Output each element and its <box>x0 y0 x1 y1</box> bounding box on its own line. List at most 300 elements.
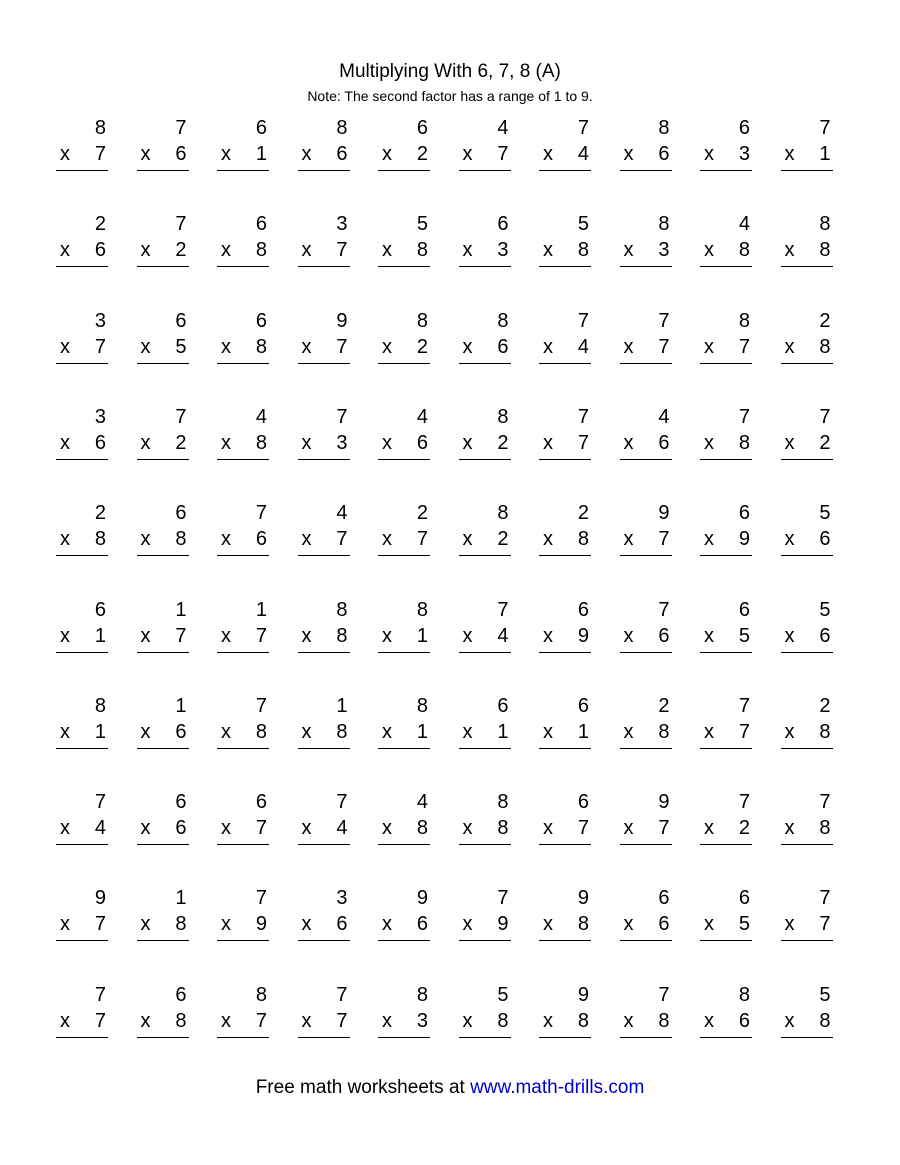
problem-7-7 <box>539 694 591 754</box>
second-factor: 8 <box>94 528 106 551</box>
multiply-sign: x <box>623 239 634 262</box>
first-factor: 7 <box>658 309 670 332</box>
second-factor: 2 <box>497 528 509 551</box>
first-factor: 4 <box>255 405 267 428</box>
answer-line <box>620 363 672 364</box>
first-factor: 1 <box>336 694 348 717</box>
multiply-sign: x <box>623 624 634 647</box>
second-factor: 7 <box>658 528 670 551</box>
problem-5-10 <box>781 501 833 561</box>
multiply-sign: x <box>221 335 231 358</box>
first-factor: 8 <box>336 117 348 139</box>
first-factor: 7 <box>819 117 831 139</box>
answer-line <box>459 555 511 556</box>
problem-6-4 <box>298 598 350 658</box>
second-factor: 6 <box>175 720 187 743</box>
answer-line <box>217 459 269 460</box>
answer-line <box>56 844 108 845</box>
problem-8-10 <box>781 790 833 850</box>
answer-line <box>137 459 189 460</box>
multiply-sign: x <box>382 624 392 647</box>
multiply-sign: x <box>543 431 553 454</box>
first-factor: 8 <box>255 983 267 1006</box>
answer-line <box>298 363 350 364</box>
second-factor: 7 <box>255 817 267 840</box>
first-factor: 7 <box>336 405 348 428</box>
answer-line <box>539 266 591 267</box>
problem-8-9 <box>700 790 752 850</box>
second-factor: 7 <box>255 624 267 647</box>
second-factor: 7 <box>94 913 106 936</box>
multiply-sign: x <box>301 528 312 551</box>
multiply-sign: x <box>704 335 714 358</box>
second-factor: 6 <box>738 1009 750 1032</box>
second-factor: 9 <box>497 913 509 936</box>
first-factor: 6 <box>416 117 428 139</box>
second-factor: 3 <box>336 431 348 454</box>
first-factor: 2 <box>819 694 831 717</box>
answer-line <box>137 940 189 941</box>
problem-8-2 <box>137 790 189 850</box>
multiply-sign: x <box>623 143 634 165</box>
problem-9-10 <box>781 886 833 946</box>
first-factor: 6 <box>255 791 267 814</box>
problem-2-7 <box>539 212 591 272</box>
multiply-sign: x <box>784 720 795 743</box>
answer-line <box>539 748 591 749</box>
answer-line <box>217 555 269 556</box>
first-factor: 4 <box>416 791 428 814</box>
multiply-sign: x <box>140 143 151 165</box>
multiply-sign: x <box>543 528 553 551</box>
second-factor: 6 <box>658 913 670 936</box>
first-factor: 7 <box>658 983 670 1006</box>
multiply-sign: x <box>382 913 392 936</box>
multiply-sign: x <box>60 239 70 262</box>
multiply-sign: x <box>140 239 151 262</box>
answer-line <box>217 844 269 845</box>
multiply-sign: x <box>60 1009 70 1032</box>
multiply-sign: x <box>382 1009 392 1032</box>
first-factor: 7 <box>336 791 348 814</box>
footer-link[interactable]: www.math-drills.com <box>470 1077 645 1098</box>
first-factor: 6 <box>577 598 589 621</box>
first-factor: 5 <box>819 983 831 1006</box>
answer-line <box>459 266 511 267</box>
answer-line <box>459 940 511 941</box>
second-factor: 3 <box>497 239 509 262</box>
first-factor: 6 <box>738 117 750 139</box>
first-factor: 8 <box>94 694 106 717</box>
answer-line <box>378 170 430 171</box>
answer-line <box>700 459 752 460</box>
problem-4-5 <box>378 405 430 465</box>
problem-6-9 <box>700 598 752 658</box>
footer <box>0 1076 900 1100</box>
first-factor: 6 <box>255 309 267 332</box>
answer-line <box>56 266 108 267</box>
multiply-sign: x <box>784 817 795 840</box>
answer-line <box>459 1037 511 1038</box>
first-factor: 9 <box>658 502 670 525</box>
second-factor: 2 <box>738 817 750 840</box>
multiply-sign: x <box>704 143 714 165</box>
answer-line <box>298 748 350 749</box>
first-factor: 8 <box>658 117 670 139</box>
multiply-sign: x <box>301 913 312 936</box>
problem-10-5 <box>378 983 430 1043</box>
answer-line <box>378 266 430 267</box>
multiply-sign: x <box>543 335 553 358</box>
first-factor: 7 <box>738 791 750 814</box>
problem-2-9 <box>700 212 752 272</box>
problem-10-7 <box>539 983 591 1043</box>
problem-9-4 <box>298 886 350 946</box>
multiply-sign: x <box>382 239 392 262</box>
second-factor: 7 <box>336 335 348 358</box>
problem-2-5 <box>378 212 430 272</box>
second-factor: 8 <box>577 913 589 936</box>
multiply-sign: x <box>623 335 634 358</box>
multiply-sign: x <box>704 1009 714 1032</box>
problem-2-10 <box>781 212 833 272</box>
second-factor: 8 <box>738 239 750 262</box>
first-factor: 6 <box>255 117 267 139</box>
second-factor: 7 <box>94 1009 106 1032</box>
multiply-sign: x <box>704 720 714 743</box>
problem-1-1 <box>56 116 108 176</box>
first-factor: 6 <box>738 887 750 910</box>
problem-8-1 <box>56 790 108 850</box>
multiply-sign: x <box>784 143 795 165</box>
multiply-sign: x <box>784 335 795 358</box>
problem-7-2 <box>137 694 189 754</box>
second-factor: 8 <box>738 431 750 454</box>
instruction-note: Note: The second factor has a range of 1 to 9. <box>307 88 593 104</box>
multiply-sign: x <box>140 817 151 840</box>
problem-5-8 <box>620 501 672 561</box>
second-factor: 8 <box>497 817 509 840</box>
answer-line <box>217 266 269 267</box>
multiply-sign: x <box>140 335 151 358</box>
second-factor: 8 <box>819 817 831 840</box>
answer-line <box>459 652 511 653</box>
first-factor: 6 <box>175 309 187 332</box>
second-factor: 8 <box>497 1009 509 1032</box>
second-factor: 8 <box>577 1009 589 1032</box>
first-factor: 7 <box>255 887 267 910</box>
answer-line <box>781 748 833 749</box>
first-factor: 7 <box>175 117 187 139</box>
first-factor: 7 <box>175 213 187 236</box>
multiply-sign: x <box>301 335 312 358</box>
answer-line <box>56 459 108 460</box>
problem-3-6 <box>459 309 511 369</box>
multiply-sign: x <box>382 720 392 743</box>
answer-line <box>137 555 189 556</box>
multiply-sign: x <box>60 817 70 840</box>
multiply-sign: x <box>221 1009 231 1032</box>
first-factor: 5 <box>819 502 831 525</box>
problem-5-2 <box>137 501 189 561</box>
answer-line <box>700 652 752 653</box>
multiply-sign: x <box>221 431 231 454</box>
first-factor: 8 <box>497 791 509 814</box>
first-factor: 1 <box>175 887 187 910</box>
first-factor: 3 <box>336 887 348 910</box>
answer-line <box>137 1037 189 1038</box>
second-factor: 8 <box>416 239 428 262</box>
multiply-sign: x <box>543 1009 553 1032</box>
problem-3-1 <box>56 309 108 369</box>
answer-line <box>459 844 511 845</box>
problem-4-10 <box>781 405 833 465</box>
answer-line <box>620 459 672 460</box>
second-factor: 8 <box>819 335 831 358</box>
first-factor: 8 <box>738 983 750 1006</box>
problem-2-4 <box>298 212 350 272</box>
second-factor: 1 <box>255 143 267 165</box>
second-factor: 6 <box>497 335 509 358</box>
answer-line <box>217 170 269 171</box>
first-factor: 7 <box>255 502 267 525</box>
multiply-sign: x <box>221 143 231 165</box>
problem-3-5 <box>378 309 430 369</box>
answer-line <box>298 266 350 267</box>
problem-4-2 <box>137 405 189 465</box>
problem-1-3 <box>217 116 269 176</box>
second-factor: 3 <box>738 143 750 165</box>
answer-line <box>459 363 511 364</box>
first-factor: 7 <box>819 791 831 814</box>
answer-line <box>539 652 591 653</box>
problem-10-8 <box>620 983 672 1043</box>
first-factor: 6 <box>175 502 187 525</box>
multiply-sign: x <box>704 528 714 551</box>
answer-line <box>378 459 430 460</box>
first-factor: 8 <box>416 309 428 332</box>
footer-text: Free math worksheets at <box>255 1077 471 1098</box>
multiply-sign: x <box>60 143 70 165</box>
first-factor: 8 <box>416 983 428 1006</box>
multiply-sign: x <box>623 720 634 743</box>
problem-7-9 <box>700 694 752 754</box>
second-factor: 7 <box>175 624 187 647</box>
multiply-sign: x <box>382 528 392 551</box>
multiply-sign: x <box>704 624 714 647</box>
second-factor: 3 <box>658 239 670 262</box>
second-factor: 8 <box>819 239 831 262</box>
answer-line <box>137 170 189 171</box>
first-factor: 1 <box>175 694 187 717</box>
first-factor: 9 <box>577 887 589 910</box>
multiply-sign: x <box>301 817 312 840</box>
second-factor: 7 <box>577 431 589 454</box>
multiply-sign: x <box>704 431 714 454</box>
problem-1-2 <box>137 116 189 176</box>
second-factor: 6 <box>416 431 428 454</box>
problem-2-6 <box>459 212 511 272</box>
first-factor: 8 <box>497 405 509 428</box>
second-factor: 8 <box>336 720 348 743</box>
first-factor: 5 <box>577 213 589 236</box>
multiply-sign: x <box>462 624 473 647</box>
first-factor: 9 <box>416 887 428 910</box>
second-factor: 7 <box>255 1009 267 1032</box>
answer-line <box>137 652 189 653</box>
multiply-sign: x <box>623 913 634 936</box>
multiply-sign: x <box>784 1009 795 1032</box>
answer-line <box>217 940 269 941</box>
second-factor: 8 <box>658 1009 670 1032</box>
second-factor: 7 <box>658 335 670 358</box>
second-factor: 5 <box>175 335 187 358</box>
second-factor: 1 <box>416 720 428 743</box>
second-factor: 8 <box>175 1009 187 1032</box>
second-factor: 7 <box>336 1009 348 1032</box>
first-factor: 8 <box>94 117 106 139</box>
first-factor: 5 <box>819 598 831 621</box>
multiply-sign: x <box>784 624 795 647</box>
problem-10-6 <box>459 983 511 1043</box>
answer-line <box>620 555 672 556</box>
answer-line <box>56 170 108 171</box>
answer-line <box>298 940 350 941</box>
problem-9-5 <box>378 886 430 946</box>
problem-1-8 <box>620 116 672 176</box>
problem-3-9 <box>700 309 752 369</box>
first-factor: 3 <box>336 213 348 236</box>
answer-line <box>781 170 833 171</box>
multiply-sign: x <box>60 913 70 936</box>
multiply-sign: x <box>462 1009 473 1032</box>
multiply-sign: x <box>140 528 151 551</box>
second-factor: 6 <box>658 624 670 647</box>
answer-line <box>781 459 833 460</box>
answer-line <box>620 266 672 267</box>
answer-line <box>137 363 189 364</box>
multiply-sign: x <box>140 913 151 936</box>
answer-line <box>459 459 511 460</box>
problem-8-7 <box>539 790 591 850</box>
second-factor: 6 <box>175 143 187 165</box>
first-factor: 7 <box>336 983 348 1006</box>
second-factor: 1 <box>416 624 428 647</box>
second-factor: 9 <box>255 913 267 936</box>
second-factor: 2 <box>819 431 831 454</box>
problem-2-8 <box>620 212 672 272</box>
problem-9-8 <box>620 886 672 946</box>
first-factor: 6 <box>738 598 750 621</box>
multiply-sign: x <box>60 528 70 551</box>
answer-line <box>378 844 430 845</box>
second-factor: 8 <box>658 720 670 743</box>
second-factor: 8 <box>336 624 348 647</box>
problem-7-4 <box>298 694 350 754</box>
second-factor: 6 <box>819 624 831 647</box>
problem-7-3 <box>217 694 269 754</box>
first-factor: 6 <box>255 213 267 236</box>
first-factor: 7 <box>255 694 267 717</box>
first-factor: 7 <box>577 309 589 332</box>
problem-7-8 <box>620 694 672 754</box>
first-factor: 2 <box>416 502 428 525</box>
problem-7-5 <box>378 694 430 754</box>
multiply-sign: x <box>140 720 151 743</box>
multiply-sign: x <box>543 913 553 936</box>
answer-line <box>298 459 350 460</box>
first-factor: 2 <box>94 213 106 236</box>
first-factor: 7 <box>819 405 831 428</box>
problem-10-4 <box>298 983 350 1043</box>
first-factor: 7 <box>658 598 670 621</box>
problem-9-7 <box>539 886 591 946</box>
second-factor: 7 <box>94 143 106 165</box>
second-factor: 2 <box>175 431 187 454</box>
answer-line <box>700 266 752 267</box>
multiply-sign: x <box>462 431 473 454</box>
answer-line <box>539 363 591 364</box>
problem-7-1 <box>56 694 108 754</box>
multiply-sign: x <box>623 1009 634 1032</box>
answer-line <box>298 844 350 845</box>
problem-5-6 <box>459 501 511 561</box>
multiply-sign: x <box>221 817 231 840</box>
multiply-sign: x <box>221 624 231 647</box>
first-factor: 7 <box>819 887 831 910</box>
problem-3-8 <box>620 309 672 369</box>
problem-3-4 <box>298 309 350 369</box>
problem-1-7 <box>539 116 591 176</box>
multiply-sign: x <box>462 143 473 165</box>
second-factor: 4 <box>577 335 589 358</box>
first-factor: 7 <box>94 791 106 814</box>
first-factor: 9 <box>336 309 348 332</box>
multiply-sign: x <box>60 624 70 647</box>
problem-9-2 <box>137 886 189 946</box>
answer-line <box>378 555 430 556</box>
answer-line <box>700 170 752 171</box>
multiply-sign: x <box>704 817 714 840</box>
answer-line <box>56 940 108 941</box>
answer-line <box>700 1037 752 1038</box>
first-factor: 7 <box>577 405 589 428</box>
second-factor: 1 <box>577 720 589 743</box>
multiply-sign: x <box>543 239 553 262</box>
problem-1-9 <box>700 116 752 176</box>
second-factor: 6 <box>175 817 187 840</box>
second-factor: 8 <box>819 1009 831 1032</box>
answer-line <box>781 844 833 845</box>
multiply-sign: x <box>623 431 634 454</box>
second-factor: 8 <box>175 913 187 936</box>
second-factor: 7 <box>94 335 106 358</box>
first-factor: 6 <box>497 694 509 717</box>
multiply-sign: x <box>704 239 714 262</box>
second-factor: 7 <box>738 720 750 743</box>
second-factor: 8 <box>255 335 267 358</box>
second-factor: 7 <box>336 239 348 262</box>
multiply-sign: x <box>301 431 312 454</box>
second-factor: 6 <box>658 431 670 454</box>
first-factor: 8 <box>336 598 348 621</box>
second-factor: 1 <box>94 624 106 647</box>
problem-2-1 <box>56 212 108 272</box>
problem-5-4 <box>298 501 350 561</box>
first-factor: 7 <box>175 405 187 428</box>
second-factor: 1 <box>94 720 106 743</box>
problem-10-1 <box>56 983 108 1043</box>
